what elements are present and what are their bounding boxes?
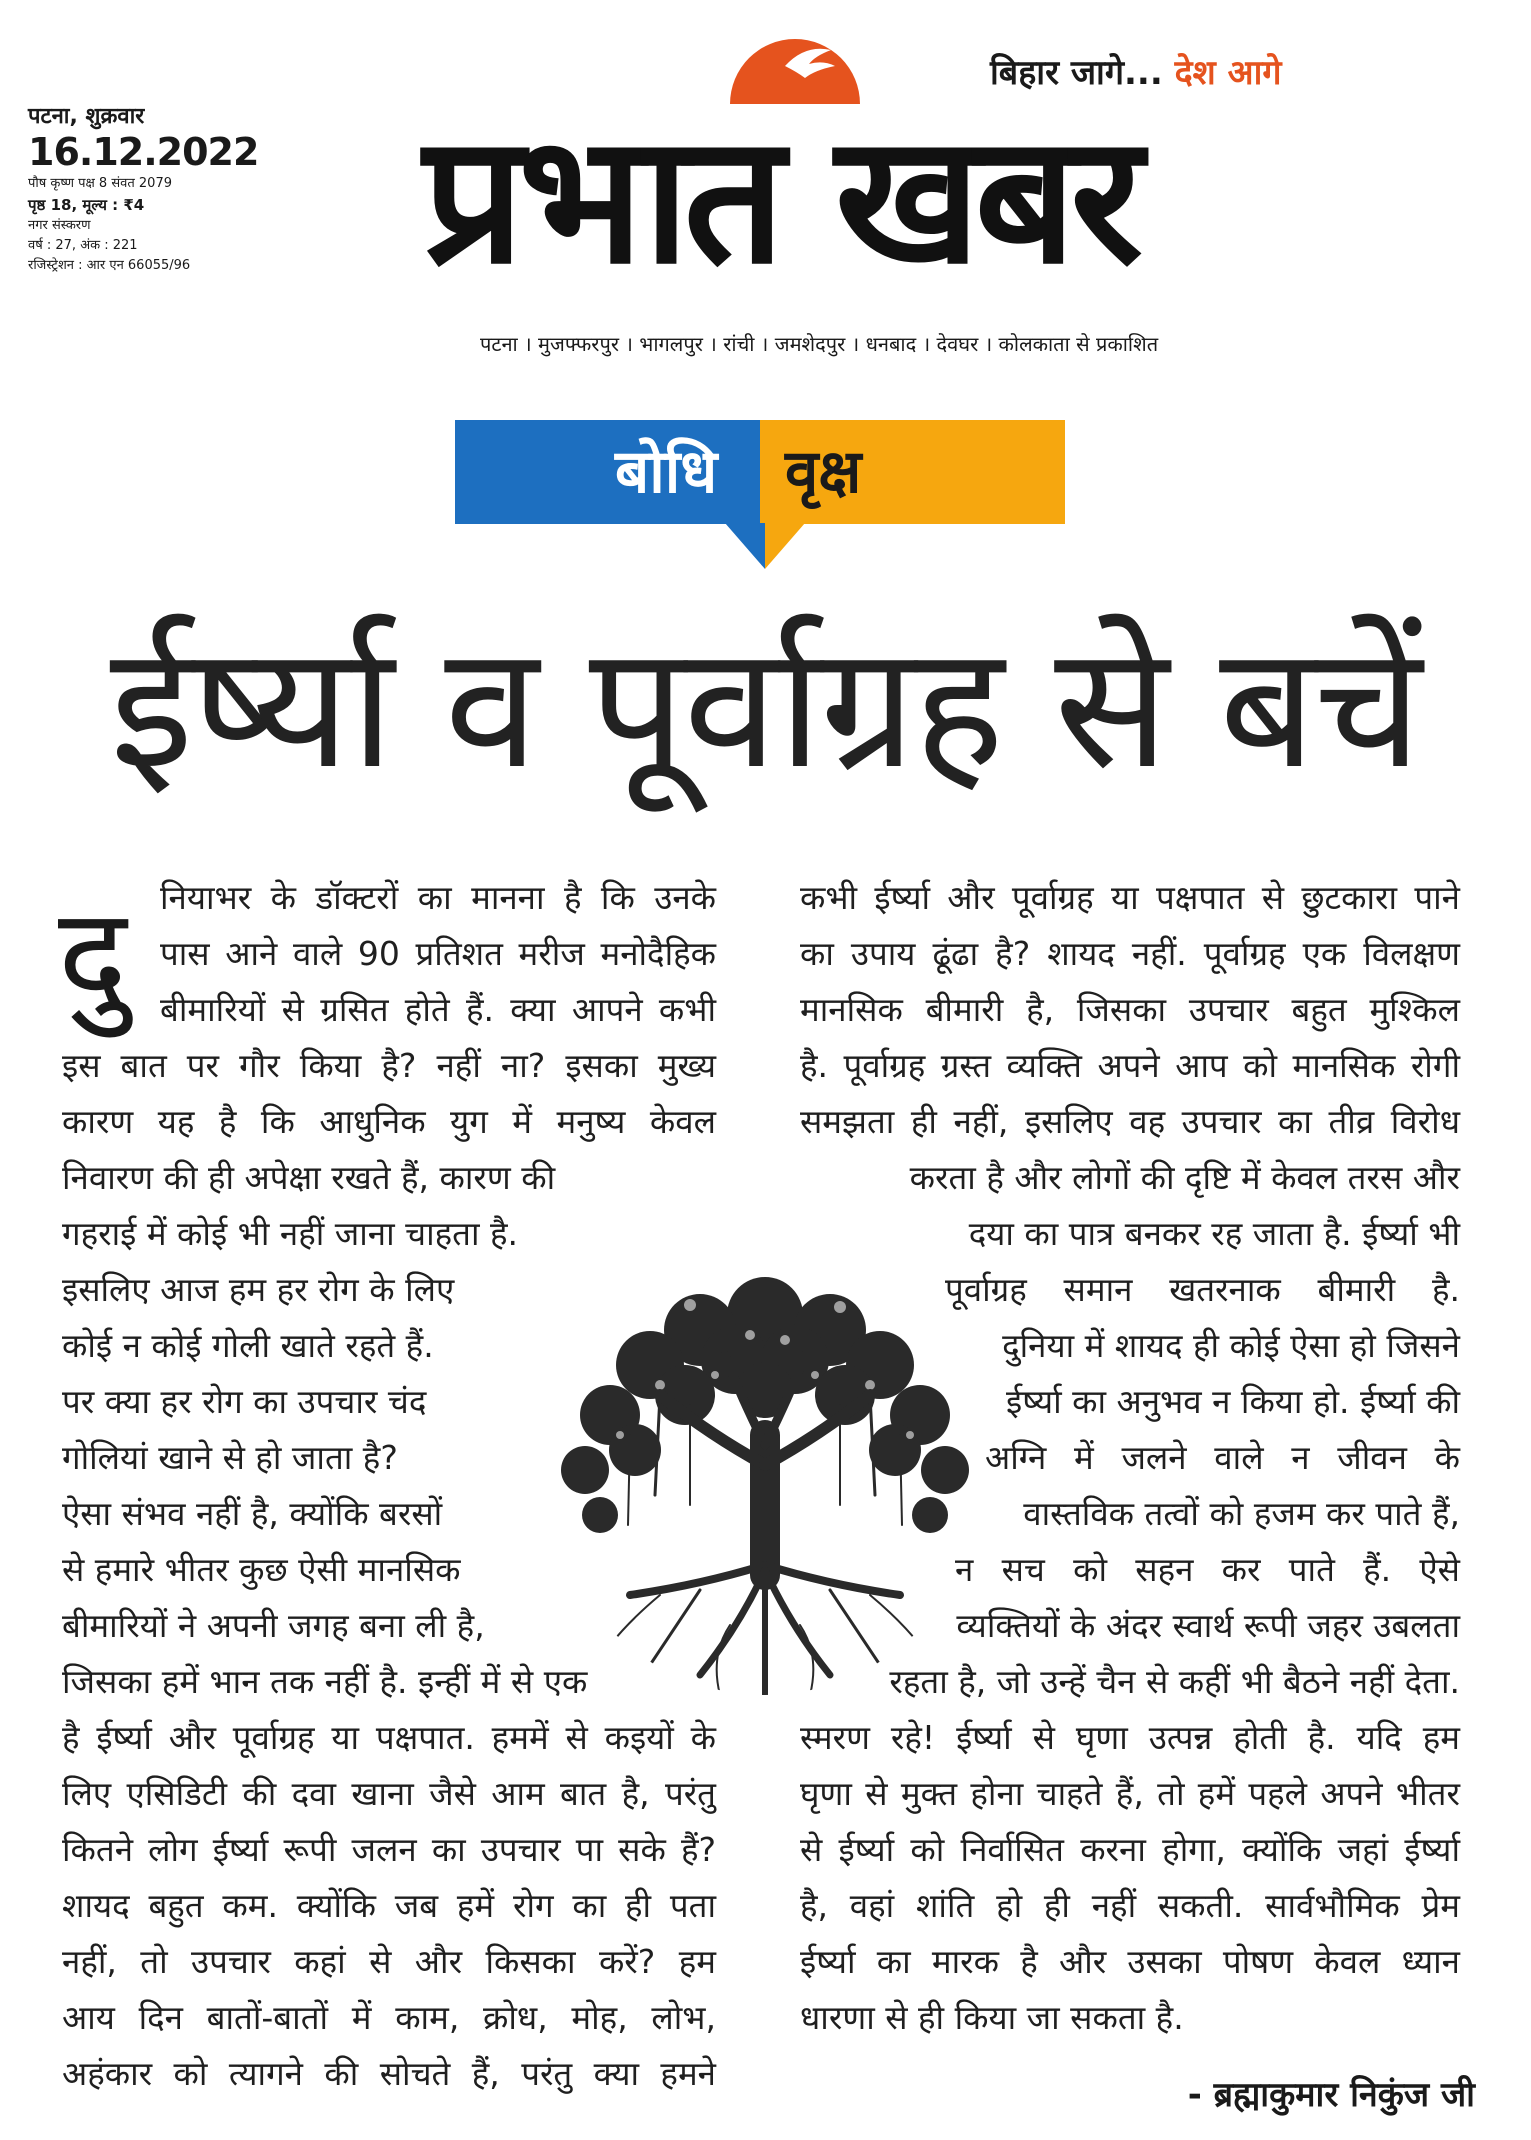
text-line: न सच को सहन कर पाते हैं. ऐसे (955, 1550, 1460, 1589)
text-line: दुनिया में शायद ही कोई ऐसा हो जिसने (1002, 1326, 1460, 1365)
headline: ईर्ष्या व पूर्वाग्रह से बचें (109, 609, 1421, 807)
text-line: दया का पात्र बनकर रह जाता है. ईर्ष्या भी (968, 1214, 1460, 1253)
text-line: कभी ईर्ष्या और पूर्वाग्रह या पक्षपात से छुटकारा पाने (800, 878, 1460, 917)
tree-of-life-image (540, 1245, 990, 1715)
dateline (28, 100, 259, 276)
text-line: बीमारियों से ग्रसित होते हैं. क्या आपने कभी (160, 990, 716, 1029)
tagline-bihar: बिहार जागे... (990, 53, 1163, 93)
tagline (990, 48, 1282, 94)
banner-pointer (715, 523, 815, 569)
text-line: ऐसा संभव नहीं है, क्योंकि बरसों (62, 1494, 443, 1533)
masthead (0, 0, 1531, 380)
drop-cap: दु (58, 879, 128, 1031)
text-line: से ईर्ष्या को निर्वासित करना होगा, क्योंकि जहां ईर्ष्या (800, 1830, 1460, 1869)
text-line: गहराई में कोई भी नहीं जाना चाहता है. (62, 1214, 519, 1253)
text-line: पर क्या हर रोग का उपचार चंद (62, 1382, 427, 1421)
text-line: स्मरण रहे! ईर्ष्या से घृणा उत्पन्न होती है. यदि हम (800, 1718, 1460, 1757)
text-line: आय दिन बातों-बातों में काम, क्रोध, मोह, लोभ, (62, 1998, 716, 2037)
text-line: पास आने वाले 90 प्रतिशत मरीज मनोदैहिक (160, 934, 716, 973)
volume-issue: वर्ष : 27, अंक : 221 (28, 238, 138, 253)
text-line: है. पूर्वाग्रह ग्रस्त व्यक्ति अपने आप को मानसिक रोगी (800, 1046, 1460, 1085)
issue-date: 16.12.2022 (28, 130, 259, 174)
text-line: नियाभर के डॉक्टरों का मानना है कि उनके (160, 878, 716, 917)
editions-line: पटना । मुजफ्फरपुर । भागलपुर । रांची । जमशेदपुर । धनबाद । देवघर । कोलकाता से प्रकाशित (480, 332, 1159, 356)
text-line: शायद बहुत कम. क्योंकि जब हमें रोग का ही पता (62, 1886, 716, 1925)
section-word-bodhi: बोधि (615, 437, 718, 507)
text-line: गोलियां खाने से हो जाता है? (62, 1438, 398, 1477)
newspaper-name: प्रभात खबर (423, 96, 1137, 303)
pages-price: पृष्ठ 18, मूल्य : ₹4 (28, 196, 145, 214)
text-line: इसलिए आज हम हर रोग के लिए (62, 1270, 455, 1309)
text-line: ईर्ष्या का मारक है और उसका पोषण केवल ध्यान (800, 1942, 1460, 1981)
text-line: धारणा से ही किया जा सकता है. (800, 1998, 1184, 2037)
section-banner (455, 420, 1065, 570)
text-line: मानसिक बीमारी है, जिसका उपचार बहुत मुश्किल (800, 990, 1460, 1029)
text-line: घृणा से मुक्त होना चाहते हैं, तो हमें पहले अपने भीतर (800, 1774, 1460, 1813)
text-line: का उपाय ढूंढा है? शायद नहीं. पूर्वाग्रह एक विलक्षण (800, 934, 1460, 973)
author-byline: - ब्रह्माकुमार निकुंज जी (1187, 2075, 1475, 2115)
text-line: ईर्ष्या का अनुभव न किया हो. ईर्ष्या की (1006, 1382, 1460, 1421)
text-line: अहंकार को त्यागने की सोचते हैं, परंतु क्या हमने (62, 2054, 716, 2093)
text-line: समझता ही नहीं, इसलिए वह उपचार का तीव्र विरोध (800, 1102, 1460, 1141)
panchang: पौष कृष्ण पक्ष 8 संवत 2079 (28, 176, 172, 191)
text-line: से हमारे भीतर कुछ ऐसी मानसिक (62, 1550, 461, 1589)
text-line: है ईर्ष्या और पूर्वाग्रह या पक्षपात. हममें से कइयों के (62, 1718, 716, 1757)
text-line: कारण यह है कि आधुनिक युग में मनुष्य केवल (62, 1102, 716, 1141)
sun-bird-logo (725, 26, 865, 106)
text-line: व्यक्तियों के अंदर स्वार्थ रूपी जहर उबलता (956, 1606, 1460, 1645)
text-line: जिसका हमें भान तक नहीं है. इन्हीं में से एक (62, 1662, 588, 1701)
section-word-vriksh: वृक्ष (785, 437, 862, 507)
text-line: बीमारियों ने अपनी जगह बना ली है, (62, 1606, 485, 1645)
text-line: इस बात पर गौर किया है? नहीं ना? इसका मुख्य (62, 1046, 716, 1085)
city-day: पटना, शुक्रवार (28, 104, 145, 129)
text-line: कितने लोग ईर्ष्या रूपी जलन का उपचार पा सके हैं? (62, 1830, 716, 1869)
tagline-desh: देश आगे (1174, 53, 1282, 93)
registration: रजिस्ट्रेशन : आर एन 66055/96 (28, 258, 191, 273)
text-line: कोई न कोई गोली खाते रहते हैं. (62, 1326, 434, 1365)
edition-name: नगर संस्करण (28, 218, 91, 233)
text-line: अग्नि में जलने वाले न जीवन के (985, 1438, 1460, 1477)
text-line: पूर्वाग्रह समान खतरनाक बीमारी है. (945, 1270, 1460, 1309)
text-line: नहीं, तो उपचार कहां से और किसका करें? हम (62, 1942, 716, 1981)
text-line: है, वहां शांति हो ही नहीं सकती. सार्वभौमिक प्रेम (800, 1886, 1460, 1925)
text-line: वास्तविक तत्वों को हजम कर पाते हैं, (1023, 1494, 1460, 1533)
text-line: करता है और लोगों की दृष्टि में केवल तरस और (909, 1158, 1460, 1197)
text-line: रहता है, जो उन्हें चैन से कहीं भी बैठने नहीं देता. (889, 1662, 1460, 1701)
text-line: लिए एसिडिटी की दवा खाना जैसे आम बात है, परंतु (62, 1774, 716, 1813)
text-line: निवारण की ही अपेक्षा रखते हैं, कारण की (62, 1158, 556, 1197)
